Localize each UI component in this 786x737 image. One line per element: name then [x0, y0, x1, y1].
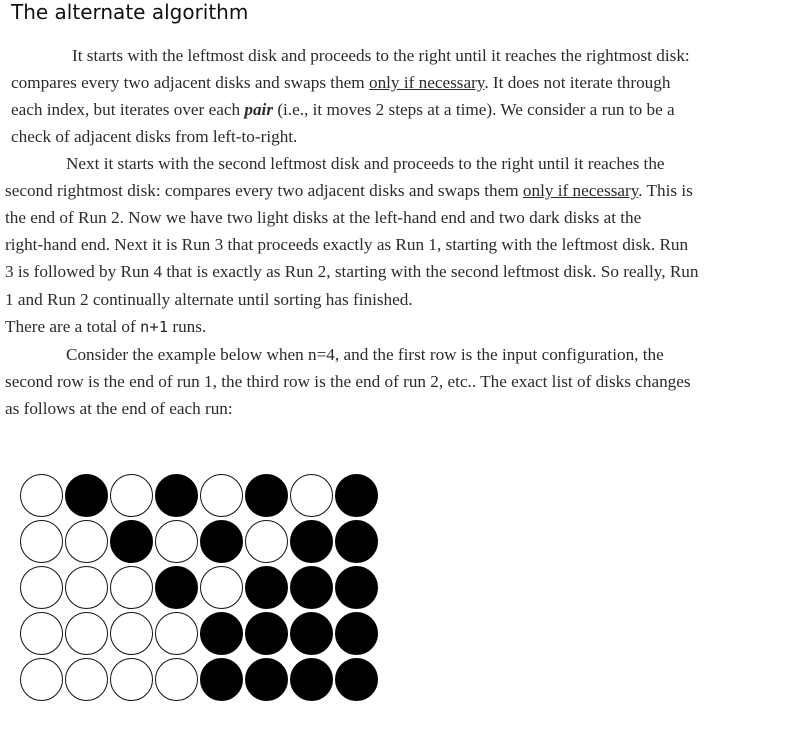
light-disk — [110, 658, 153, 701]
light-disk — [290, 474, 333, 517]
runs-count-line: There are a total of n+1 runs. — [5, 317, 207, 336]
light-disk — [65, 612, 108, 655]
dark-disk — [290, 566, 333, 609]
dark-disk — [290, 658, 333, 701]
dark-disk — [200, 612, 243, 655]
runs-formula: n+1 — [140, 318, 169, 336]
dark-disk — [155, 474, 198, 517]
light-disk — [20, 520, 63, 563]
dark-disk — [245, 566, 288, 609]
dark-disk — [245, 474, 288, 517]
light-disk — [245, 520, 288, 563]
emphasis-pair: pair — [244, 100, 274, 119]
dark-disk — [335, 612, 378, 655]
dark-disk — [335, 658, 378, 701]
light-disk — [155, 612, 198, 655]
light-disk — [200, 474, 243, 517]
para3-line3: as follows at the end of each run: — [5, 399, 233, 418]
dark-disk — [65, 474, 108, 517]
light-disk — [155, 658, 198, 701]
para2-line2: second rightmost disk: compares every two adjacent disks and swaps them only if necessary. This is — [5, 181, 693, 200]
light-disk — [65, 566, 108, 609]
para3-line2: second row is the end of run 1, the third row is the end of run 2, etc.. The exact list of disks changes — [5, 372, 691, 391]
dark-disk — [245, 612, 288, 655]
dark-disk — [200, 520, 243, 563]
para1-line2: compares every two adjacent disks and swaps them only if necessary. It does not iterate through — [11, 73, 671, 92]
dark-disk — [200, 658, 243, 701]
light-disk — [155, 520, 198, 563]
emphasis-underline: only if necessary — [368, 73, 485, 92]
page-title: The alternate algorithm — [11, 0, 249, 24]
light-disk — [20, 658, 63, 701]
light-disk — [65, 658, 108, 701]
light-disk — [200, 566, 243, 609]
para2-line3: the end of Run 2. Now we have two light disks at the left-hand end and two dark disks at the — [5, 208, 642, 227]
dark-disk — [155, 566, 198, 609]
light-disk — [110, 474, 153, 517]
light-disk — [110, 612, 153, 655]
para1-line3: each index, but iterates over each pair (i.e., it moves 2 steps at a time). We consider a run to be a — [11, 100, 675, 119]
dark-disk — [335, 474, 378, 517]
para2-line5: 3 is followed by Run 4 that is exactly as Run 2, starting with the second leftmost disk. So really, Run — [5, 262, 699, 281]
dark-disk — [110, 520, 153, 563]
para1-line4: check of adjacent disks from left-to-right. — [11, 127, 298, 146]
para3-line1: Consider the example below when n=4, and the first row is the input configuration, the — [66, 345, 664, 364]
dark-disk — [290, 520, 333, 563]
emphasis-underline: only if necessary — [522, 181, 639, 200]
light-disk — [20, 612, 63, 655]
light-disk — [20, 474, 63, 517]
para1-line1: It starts with the leftmost disk and proceeds to the right until it reaches the rightmost disk: — [72, 46, 690, 65]
light-disk — [65, 520, 108, 563]
light-disk — [20, 566, 63, 609]
dark-disk — [290, 612, 333, 655]
para2-line4: right-hand end. Next it is Run 3 that proceeds exactly as Run 1, starting with the leftmost disk. Run — [5, 235, 689, 254]
para2-line1: Next it starts with the second leftmost disk and proceeds to the right until it reaches the — [66, 154, 665, 173]
dark-disk — [245, 658, 288, 701]
dark-disk — [335, 566, 378, 609]
para2-line6: 1 and Run 2 continually alternate until sorting has finished. — [5, 290, 413, 309]
light-disk — [110, 566, 153, 609]
dark-disk — [335, 520, 378, 563]
